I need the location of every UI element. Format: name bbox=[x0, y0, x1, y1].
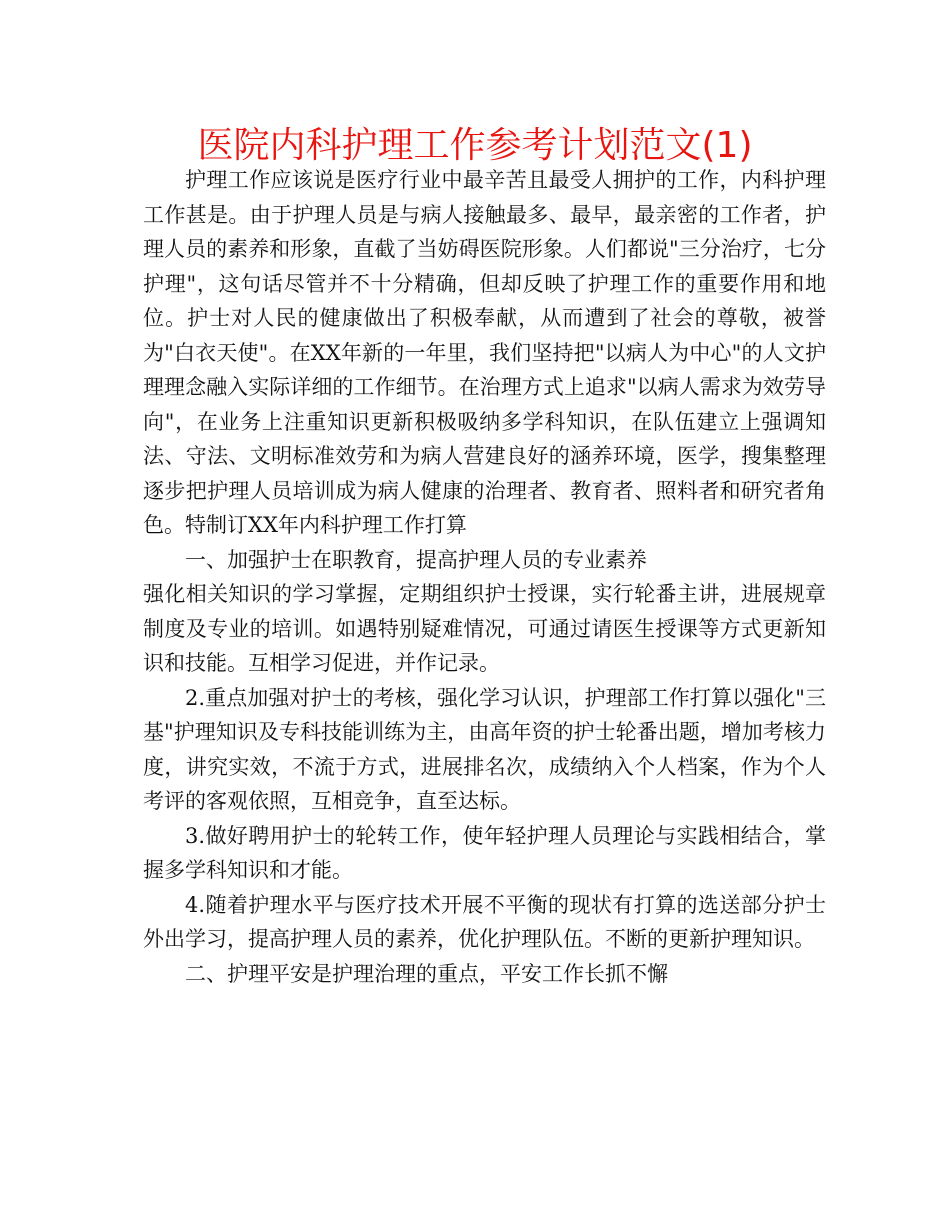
document-title: 医院内科护理工作参考计划范文(1) bbox=[197, 125, 753, 166]
document-body bbox=[143, 163, 826, 991]
intro-paragraph: 护理工作应该说是医疗行业中最辛苦且最受人拥护的工作，内科护理工作甚是。由于护理人员是与病人接触最多、最早，最亲密的工作者，护理人员的素养和形象，直截了当妨碍医院形象。人们都说"三分治疗，七分护理"，这句话尽管并不十分精确，但却反映了护理工作的重要作用和地位。护士对人民的健康做出了积极奉献，从而遭到了社会的尊敬，被誉为"白衣天使"。在XX年新的一年里，我们坚持把"以病人为中心"的人文护理理念融入实际详细的工作细节。在治理方式上追求"以病人需求为效劳导向"，在业务上注重知识更新积极吸纳多学科知识，在队伍建立上强调知法、守法、文明标准效劳和为病人营建良好的涵养环境，医学，搜集整理逐步把护理人员培训成为病人健康的治理者、教育者、照料者和研究者角色。特制订XX年内科护理工作打算 bbox=[143, 168, 826, 537]
section-heading-2: 二、护理平安是护理治理的重点，平安工作长抓不懈 bbox=[185, 961, 668, 986]
item-paragraph-2: 2.重点加强对护士的考核，强化学习认识，护理部工作打算以强化"三基"护理知识及专科技能训练为主，由高年资的护士轮番出题，增加考核力度，讲究实效，不流于方式，进展排名次，成绩纳入个人档案，作为个人考评的客观依照，互相竞争，直至达标。 bbox=[143, 685, 826, 813]
item-paragraph-3: 3.做好聘用护士的轮转工作，使年轻护理人员理论与实践相结合，掌握多学科知识和才能。 bbox=[143, 823, 826, 882]
section-heading-1: 一、加强护士在职教育，提高护理人员的专业素养 bbox=[185, 547, 647, 572]
item-paragraph-4: 4.随着护理水平与医疗技术开展不平衡的现状有打算的选送部分护士外出学习，提高护理人员的素养，优化护理队伍。不断的更新护理知识。 bbox=[143, 892, 826, 951]
item-paragraph-1: 强化相关知识的学习掌握，定期组织护士授课，实行轮番主讲，进展规章制度及专业的培训。如遇特别疑难情况，可通过请医生授课等方式更新知识和技能。互相学习促进，并作记录。 bbox=[143, 582, 826, 675]
